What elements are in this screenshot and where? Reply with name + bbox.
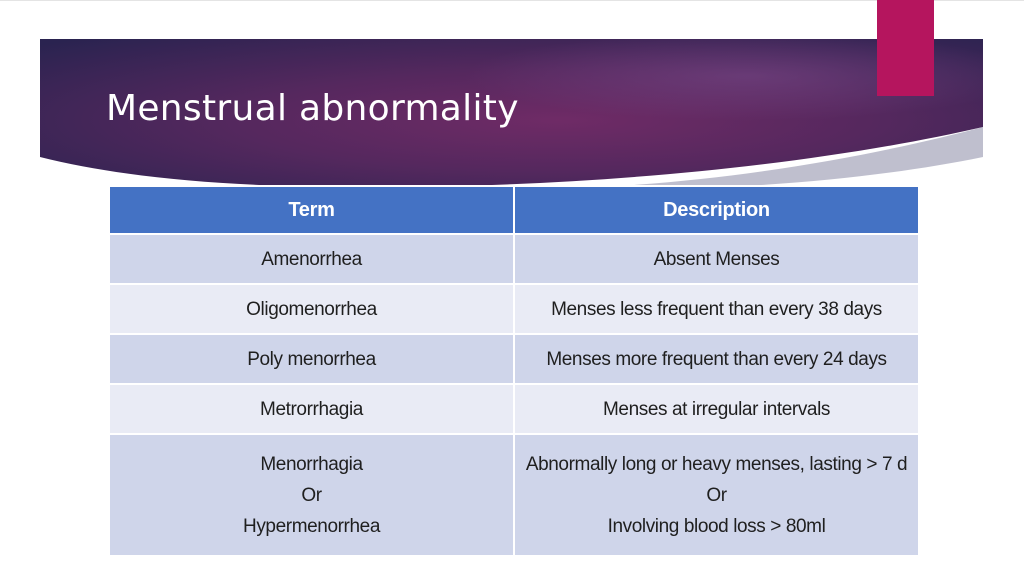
term-cell: Amenorrhea [109,234,514,284]
column-header-term: Term [109,186,514,234]
table-row [109,234,919,284]
table-row [109,334,919,384]
description-cell: Menses less frequent than every 38 days [514,284,919,334]
description-cell: Menses at irregular intervals [514,384,919,434]
description-cell: Menses more frequent than every 24 days [514,334,919,384]
term-cell: Poly menorrhea [109,334,514,384]
table-row [109,384,919,434]
term-cell: Oligomenorrhea [109,284,514,334]
table-row [109,284,919,334]
terms-table-container [108,185,918,557]
term-cell: Metrorrhagia [109,384,514,434]
term-cell [109,434,514,556]
terms-table [108,185,920,557]
term-line: Menorrhagia [260,453,363,475]
slide-top-border [0,0,1024,1]
accent-tab [877,0,934,96]
table-header-row [109,186,919,234]
description-cell [514,434,919,556]
term-line: Or [301,484,322,506]
description-line: Involving blood loss > 80ml [607,515,826,537]
description-cell: Absent Menses [514,234,919,284]
slide-title: Menstrual abnormality [106,88,519,129]
description-line: Abnormally long or heavy menses, lasting > 7 d [525,453,908,475]
term-line: Hypermenorrhea [243,515,380,537]
description-line: Or [706,484,727,506]
column-header-description: Description [514,186,919,234]
table-row [109,434,919,556]
